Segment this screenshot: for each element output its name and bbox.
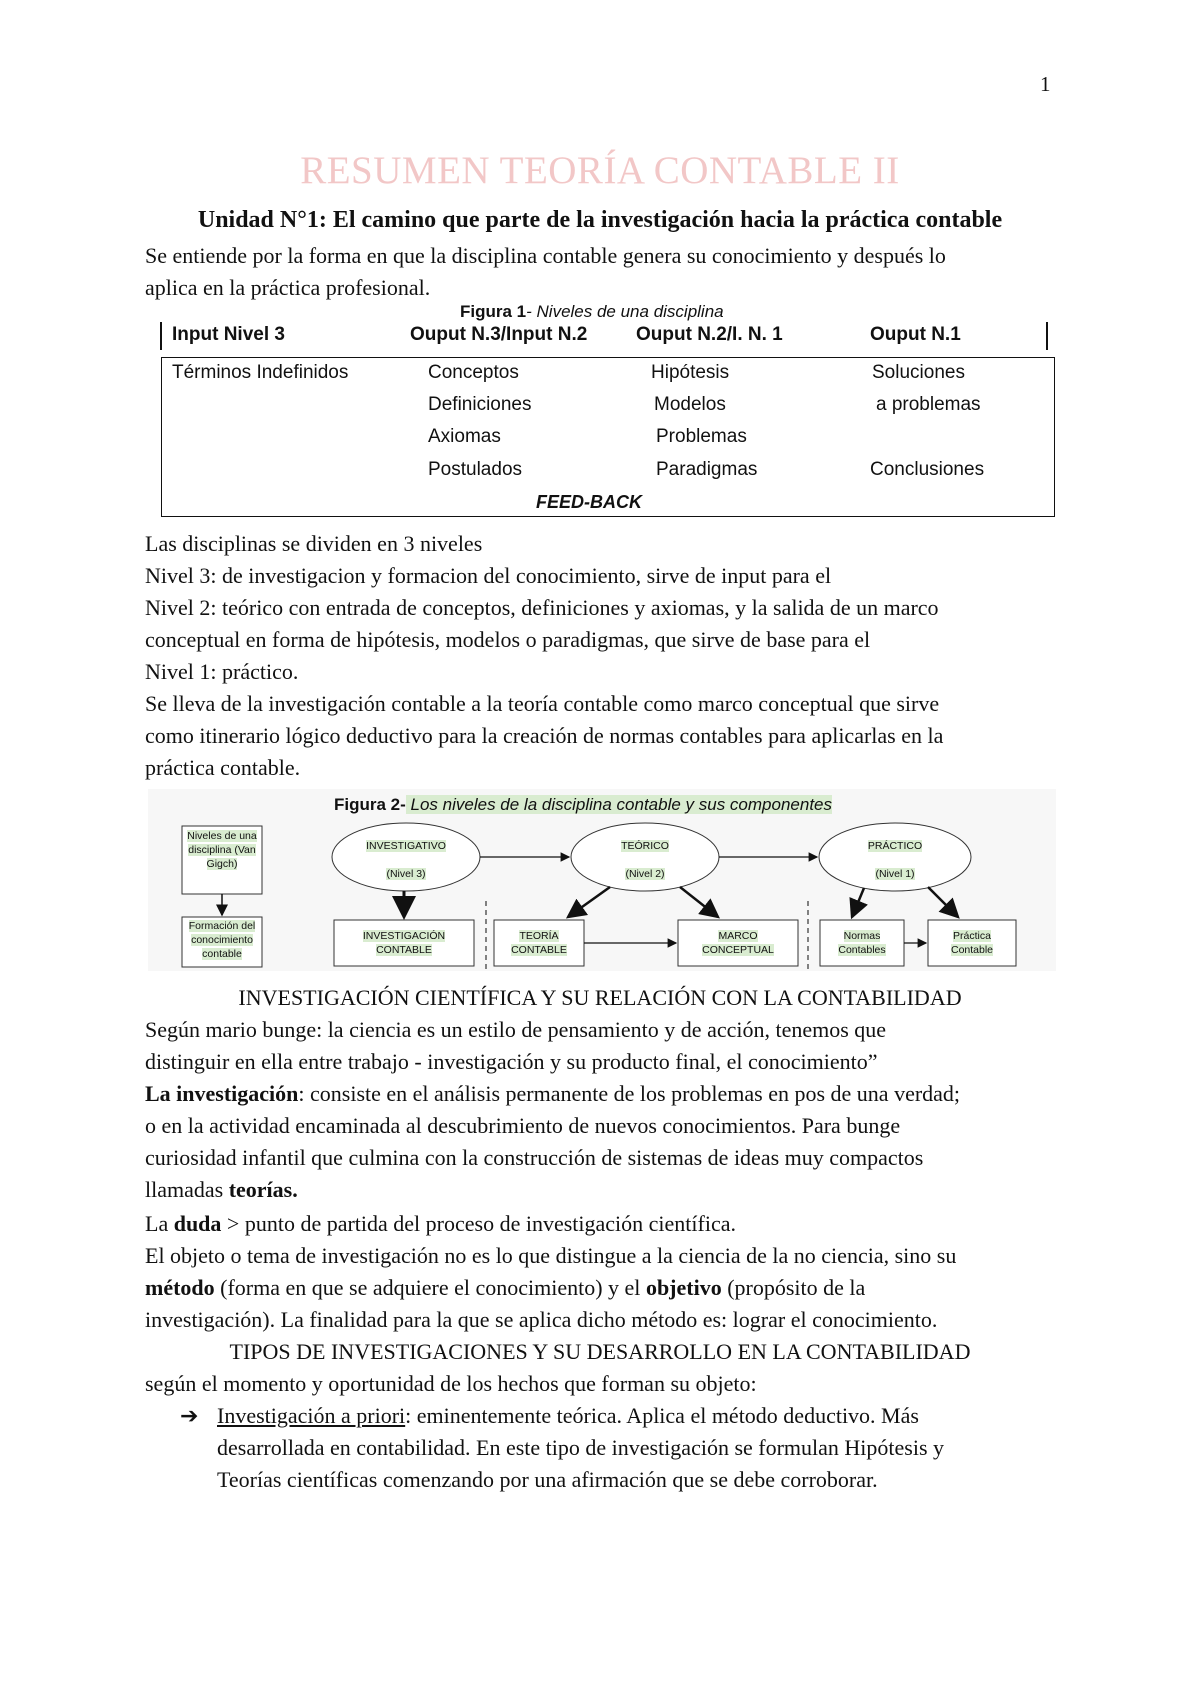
cell-axiomas: Axiomas: [428, 426, 501, 447]
levels-line-1: Las disciplinas se dividen en 3 niveles: [145, 531, 483, 556]
box-investigacion-contable: INVESTIGACIÓN CONTABLE: [362, 930, 446, 956]
term-teorias: teorías.: [228, 1177, 298, 1202]
section2-intro: según el momento y oportunidad de los hechos que forman su objeto:: [145, 1371, 757, 1396]
header-left-bar: [160, 322, 162, 350]
cell-modelos: Modelos: [654, 394, 726, 415]
section1-line-9: método (forma en que se adquiere el conocimiento) y el objetivo (propósito de la: [145, 1275, 866, 1300]
term-metodo: método: [145, 1275, 215, 1300]
term-la-investigacion: La investigación: [145, 1081, 299, 1106]
box-practica-contable: Práctica Contable: [950, 930, 994, 956]
header-output-n1: Ouput N.1: [870, 324, 961, 345]
header-output-n2: Ouput N.2/I. N. 1: [636, 324, 783, 345]
cell-paradigmas: Paradigmas: [656, 459, 758, 480]
figure-1-levels-table: [148, 302, 1056, 518]
bullet-line-1: Investigación a priori: eminentemente teórica. Aplica el método deductivo. Más: [217, 1403, 919, 1428]
intro-line-1: Se entiende por la forma en que la disciplina contable genera su conocimiento y después lo: [145, 243, 946, 268]
section1-line-10: investigación). La finalidad para la que se aplica dicho método es: lograr el conocimiento.: [145, 1307, 938, 1332]
section1-line-3: La investigación: consiste en el análisis permanente de los problemas en pos de una verdad;: [145, 1081, 961, 1106]
levels-line-6: Se lleva de la investigación contable a la teoría contable como marco conceptual que sirve: [145, 691, 940, 716]
levels-line-2: Nivel 3: de investigacion y formacion del conocimiento, sirve de input para el: [145, 563, 832, 588]
figure-2-caption: [334, 795, 832, 815]
levels-line-8: práctica contable.: [145, 755, 301, 780]
levels-line-4: conceptual en forma de hipótesis, modelos o paradigmas, que sirve de base para el: [145, 627, 871, 652]
levels-line-7: como itinerario lógico deductivo para la creación de normas contables para aplicarlas en la: [145, 723, 944, 748]
header-input-nivel-3: Input Nivel 3: [172, 324, 285, 345]
section1-line-1: Según mario bunge: la ciencia es un estilo de pensamiento y de acción, tenemos que: [145, 1017, 887, 1042]
cell-terminos: Términos Indefinidos: [172, 362, 349, 383]
cell-a-problemas: a problemas: [876, 394, 981, 415]
intro-line-2: aplica en la práctica profesional.: [145, 275, 431, 300]
box-teoria-contable: TEORÍA CONTABLE: [511, 930, 567, 956]
figure-2-diagram: [148, 789, 1056, 971]
term-objetivo: objetivo: [645, 1275, 722, 1300]
section-heading-investigacion-cientifica: INVESTIGACIÓN CIENTÍFICA Y SU RELACIÓN CON LA CONTABILIDAD: [238, 985, 962, 1010]
section1-line-5: curiosidad infantil que culmina con la construcción de sistemas de ideas muy compactos: [145, 1145, 924, 1170]
header-output-n3: Ouput N.3/Input N.2: [410, 324, 588, 345]
cell-conclusiones: Conclusiones: [870, 459, 985, 480]
page-number: 1: [1040, 72, 1051, 96]
figure-1-caption-label: Figura 1: [460, 302, 527, 321]
box-normas-contables: Normas Contables: [838, 930, 886, 956]
section1-line-4: o en la actividad encaminada al descubrimiento de nuevos conocimientos. Para bunge: [145, 1113, 901, 1138]
ellipse-practico: PRÁCTICO (Nivel 1): [867, 840, 923, 880]
cell-soluciones: Soluciones: [872, 362, 965, 383]
term-investigacion-a-priori: Investigación a priori: [217, 1403, 406, 1428]
section-heading-tipos-investigaciones: TIPOS DE INVESTIGACIONES Y SU DESARROLLO EN LA CONTABILIDAD: [229, 1339, 971, 1364]
side-box-formacion: Formación del conocimiento contable: [188, 920, 256, 960]
figure-1-caption: [460, 302, 724, 322]
cell-definiciones: Definiciones: [428, 394, 532, 415]
cell-problemas: Problemas: [656, 426, 747, 447]
figure-2-caption-text: Los niveles de la disciplina contable y sus componentes: [405, 795, 832, 814]
term-duda: duda: [173, 1211, 222, 1236]
levels-line-5: Nivel 1: práctico.: [145, 659, 299, 684]
cell-conceptos: Conceptos: [428, 362, 519, 383]
section1-line-6: llamadas teorías.: [145, 1177, 298, 1202]
ellipse-investigativo: INVESTIGATIVO (Nivel 3): [366, 840, 446, 880]
header-right-bar: [1046, 322, 1048, 350]
box-marco-conceptual: MARCO CONCEPTUAL: [702, 930, 774, 956]
section1-line-7: La duda > punto de partida del proceso de investigación científica.: [145, 1211, 736, 1236]
bullet-line-3: Teorías científicas comenzando por una afirmación que se debe corroborar.: [217, 1467, 878, 1492]
ellipse-teorico: TEÓRICO (Nivel 2): [621, 840, 669, 880]
feedback-label: FEED-BACK: [536, 492, 642, 512]
figure-1-caption-text: - Niveles de una disciplina: [526, 302, 724, 321]
figure-2-caption-label: Figura 2-: [334, 795, 406, 814]
levels-line-3: Nivel 2: teórico con entrada de conceptos, definiciones y axiomas, y la salida de un marco: [145, 595, 939, 620]
side-box-niveles: Niveles de una disciplina (Van Gigch): [187, 830, 257, 870]
cell-postulados: Postulados: [428, 459, 523, 480]
unit-heading: Unidad N°1: El camino que parte de la investigación hacia la práctica contable: [197, 207, 1003, 233]
bullet-line-2: desarrollada en contabilidad. En este tipo de investigación se formulan Hipótesis y: [217, 1435, 945, 1460]
arrow-bullet-icon: ➔: [180, 1403, 199, 1428]
section1-line-8: El objeto o tema de investigación no es lo que distingue a la ciencia de la no ciencia, sino su: [145, 1243, 957, 1268]
document-title: RESUMEN TEORÍA CONTABLE II: [300, 149, 900, 192]
section1-line-2: distinguir en ella entre trabajo - investigación y su producto final, el conocimiento”: [145, 1049, 878, 1074]
cell-hipotesis: Hipótesis: [651, 362, 730, 383]
